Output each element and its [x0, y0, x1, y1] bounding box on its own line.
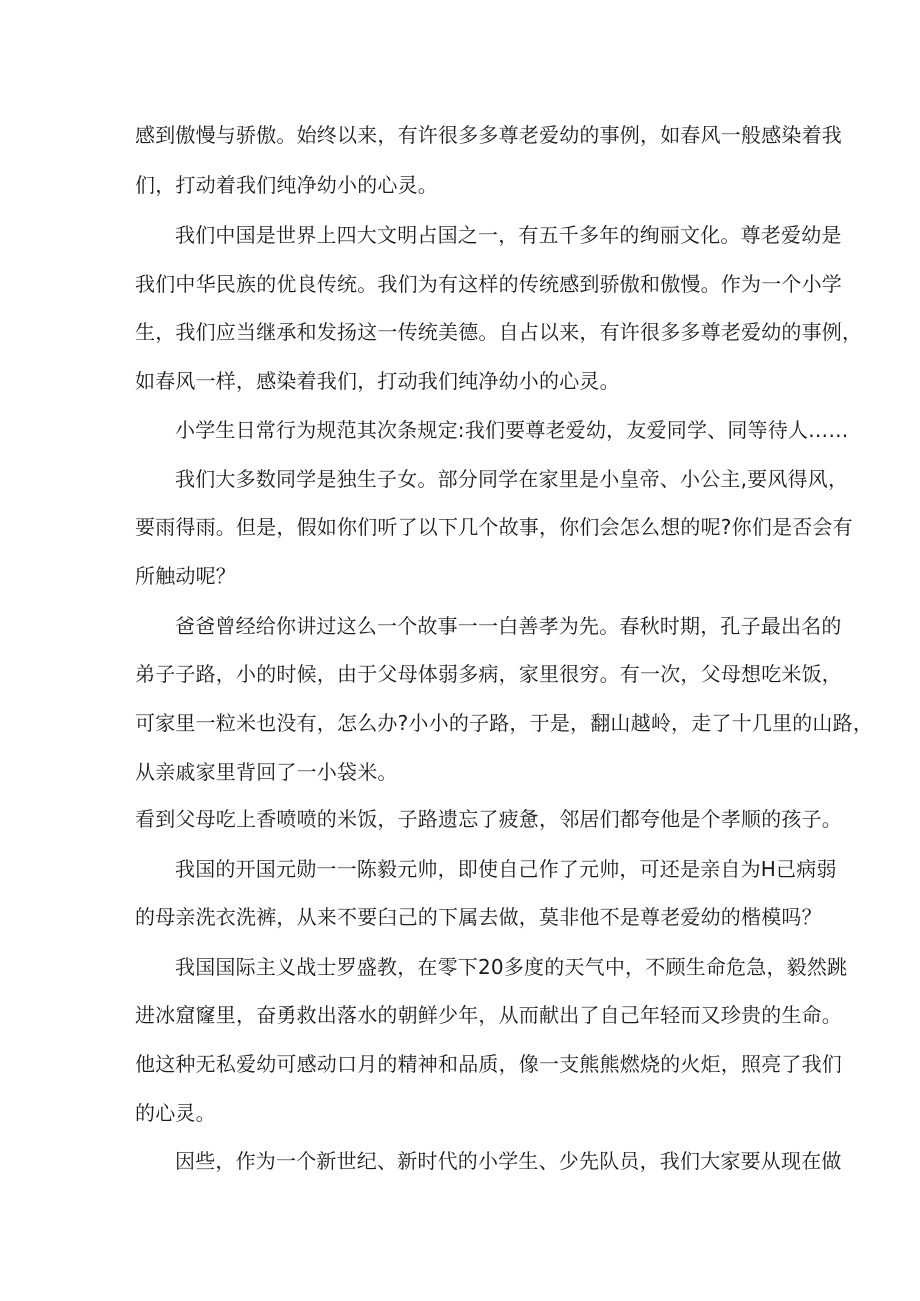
text-line: 要雨得雨。但是，假如你们听了以下几个故事，你们会怎么想的呢?你们是否会有 [135, 515, 853, 539]
text-line: 我国的开国元勋一一陈毅元帅，即使自己作了元帅，可还是亲自为H己病弱 [175, 857, 837, 881]
text-line: 的心灵。 [135, 1101, 216, 1125]
text-line: 生，我们应当继承和发扬这一传统美德。自占以来，有许很多多尊老爱幼的事例， [135, 320, 863, 344]
text-line: 他这种无私爱幼可感动口月的精神和品质，像一支熊熊燃烧的火炬，照亮了我们 [135, 1052, 842, 1076]
text-line: 弟子子路，小的时候，由于父母体弱多病，家里很穷。有一次，父母想吃米饭， [135, 662, 842, 686]
text-line: 因些，作为一个新世纪、新时代的小学生、少先队员，我们大家要从现在做 [175, 1149, 842, 1173]
text-line: 从亲戚家里背回了一小袋米。 [135, 760, 398, 784]
text-line: 们，打动着我们纯净幼小的心灵。 [135, 173, 438, 197]
text-line: 爸爸曾经给你讲过这么一个故事一一白善孝为先。春秋时期，孔子最出名的 [175, 614, 842, 638]
text-line: 我国国际主义战士罗盛教，在零下20多度的天气中，不顾生命危急，毅然跳 [175, 955, 848, 979]
text-line: 所触动呢？ [135, 564, 236, 588]
text-line: 的母亲洗衣洗裤，从来不要臼己的下属去做，莫非他不是尊老爱幼的楷模吗？ [135, 905, 822, 929]
text-line: 如春风一样，感染着我们，打动我们纯净幼小的心灵。 [135, 369, 620, 393]
text-line: 小学生日常行为规范其次条规定:我们要尊老爱幼，友爱同学、同等待人…… [175, 418, 849, 442]
text-line: 我们大多数同学是独生子女。部分同学在家里是小皇帝、小公主,要风得风， [175, 467, 849, 491]
text-line: 感到傲慢与骄傲。始终以来，有许很多多尊老爱幼的事例，如春风一般感染着我 [135, 123, 842, 147]
text-line: 进冰窟窿里，奋勇救出落水的朝鲜少年，从而献出了自己年轻而又珍贵的生命。 [135, 1003, 842, 1027]
text-line: 看到父母吃上香喷喷的米饭，子路遗忘了疲惫，邻居们都夸他是个孝顺的孩子。 [135, 807, 842, 831]
text-line: 可家里一粒米也没有，怎么办?小小的子路，于是，翻山越岭，走了十几里的山路， [135, 711, 874, 735]
text-line: 我们中国是世界上四大文明占国之一，有五千多年的绚丽文化。尊老爱幼是 [175, 223, 842, 247]
text-line: 我们中华民族的优良传统。我们为有这样的传统感到骄傲和傲慢。作为一个小学 [135, 272, 842, 296]
